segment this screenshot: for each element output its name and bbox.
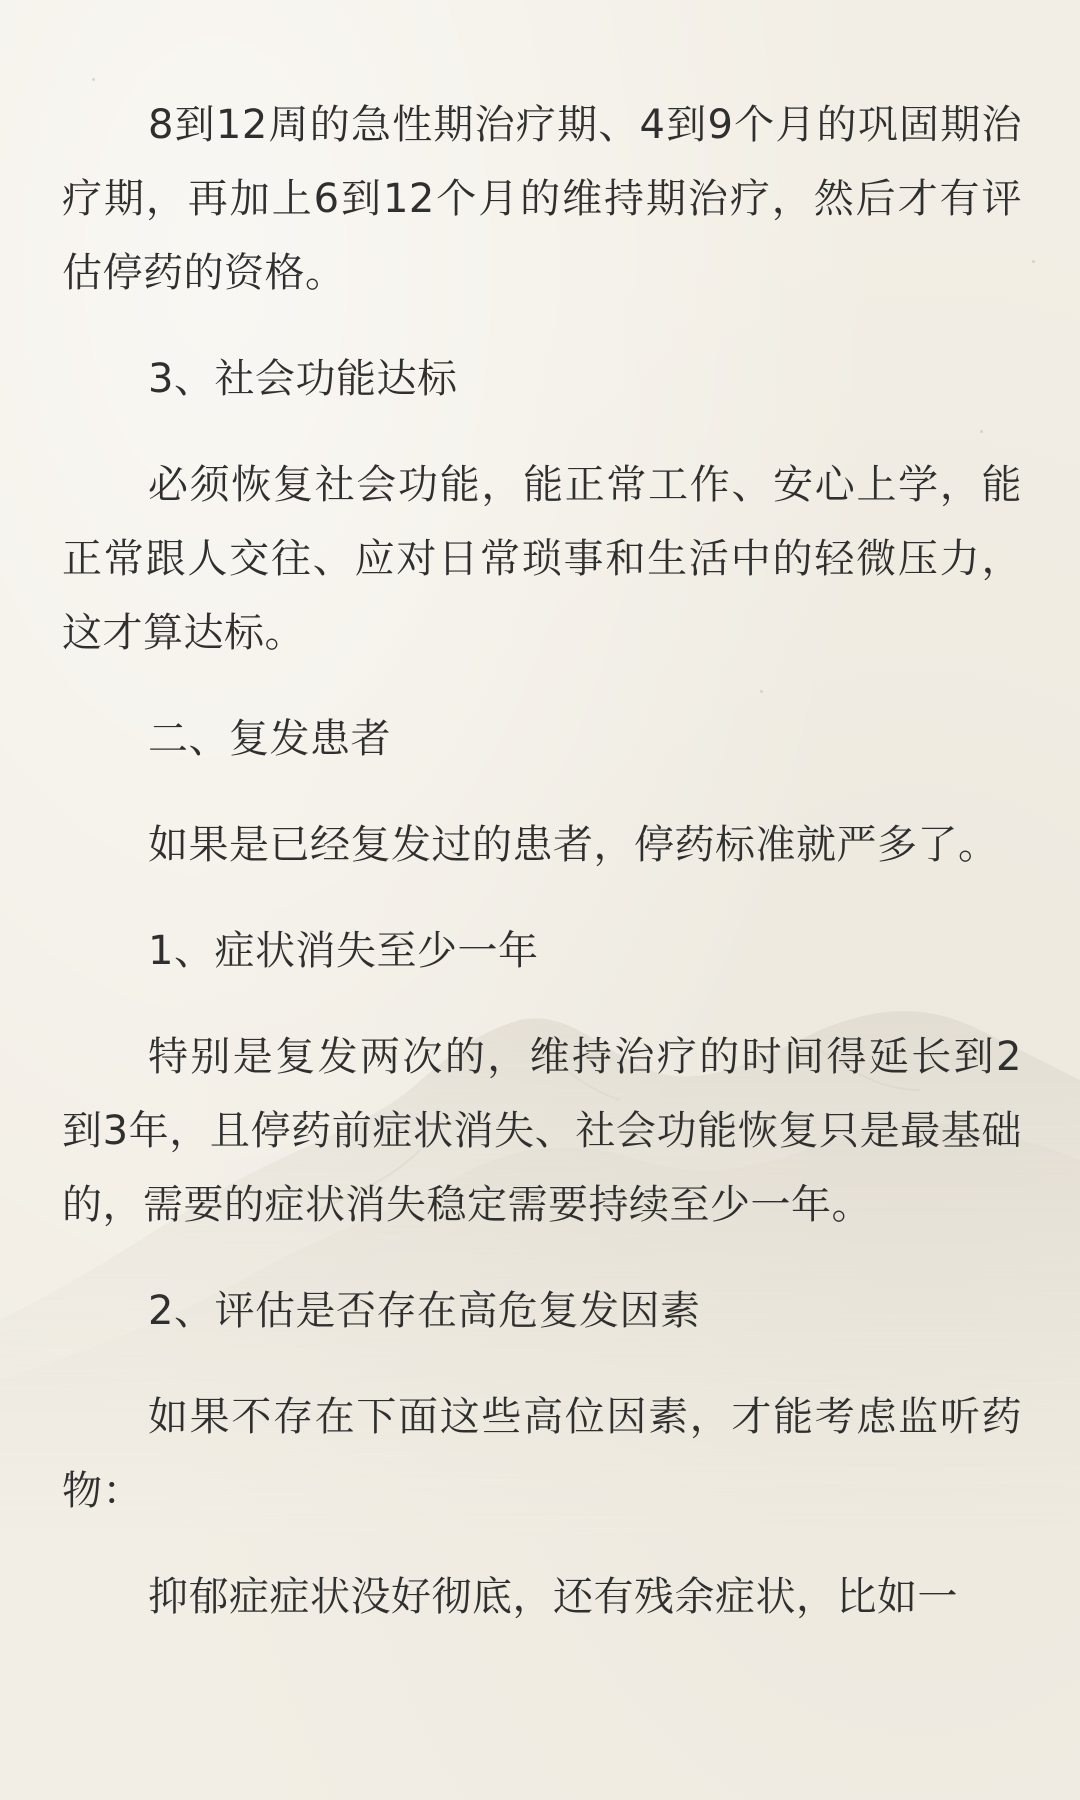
heading-symptoms-one-year: 1、症状消失至少一年 <box>148 928 539 974</box>
paragraph-social-function: 必须恢复社会功能，能正常工作、安心上学，能正常跟人交往、应对日常琐事和生活中的轻微压力，这才算达标。 <box>62 462 1022 656</box>
heading-high-risk-factors: 2、评估是否存在高危复发因素 <box>148 1288 701 1334</box>
paragraph-treatment-periods: 8到12周的急性期治疗期、4到9个月的巩固期治疗期，再加上6到12个月的维持期治疗，然后才有评估停药的资格。 <box>62 102 1022 296</box>
paragraph-two-relapses: 特别是复发两次的，维持治疗的时间得延长到2到3年，且停药前症状消失、社会功能恢复只是最基础的，需要的症状消失稳定需要持续至少一年。 <box>62 1034 1022 1228</box>
paper-speck <box>1032 260 1035 263</box>
paragraph-no-high-risk: 如果不存在下面这些高位因素，才能考虑监听药物： <box>62 1394 1022 1514</box>
paper-speck <box>92 78 95 81</box>
article-body <box>62 88 1022 1634</box>
paragraph-residual-symptoms: 抑郁症症状没好彻底，还有残余症状，比如一 <box>148 1574 958 1620</box>
paragraph-relapse-standard: 如果是已经复发过的患者，停药标准就严多了。 <box>148 822 999 868</box>
heading-relapse-patients: 二、复发患者 <box>148 716 391 762</box>
heading-social-function: 3、社会功能达标 <box>148 356 458 402</box>
